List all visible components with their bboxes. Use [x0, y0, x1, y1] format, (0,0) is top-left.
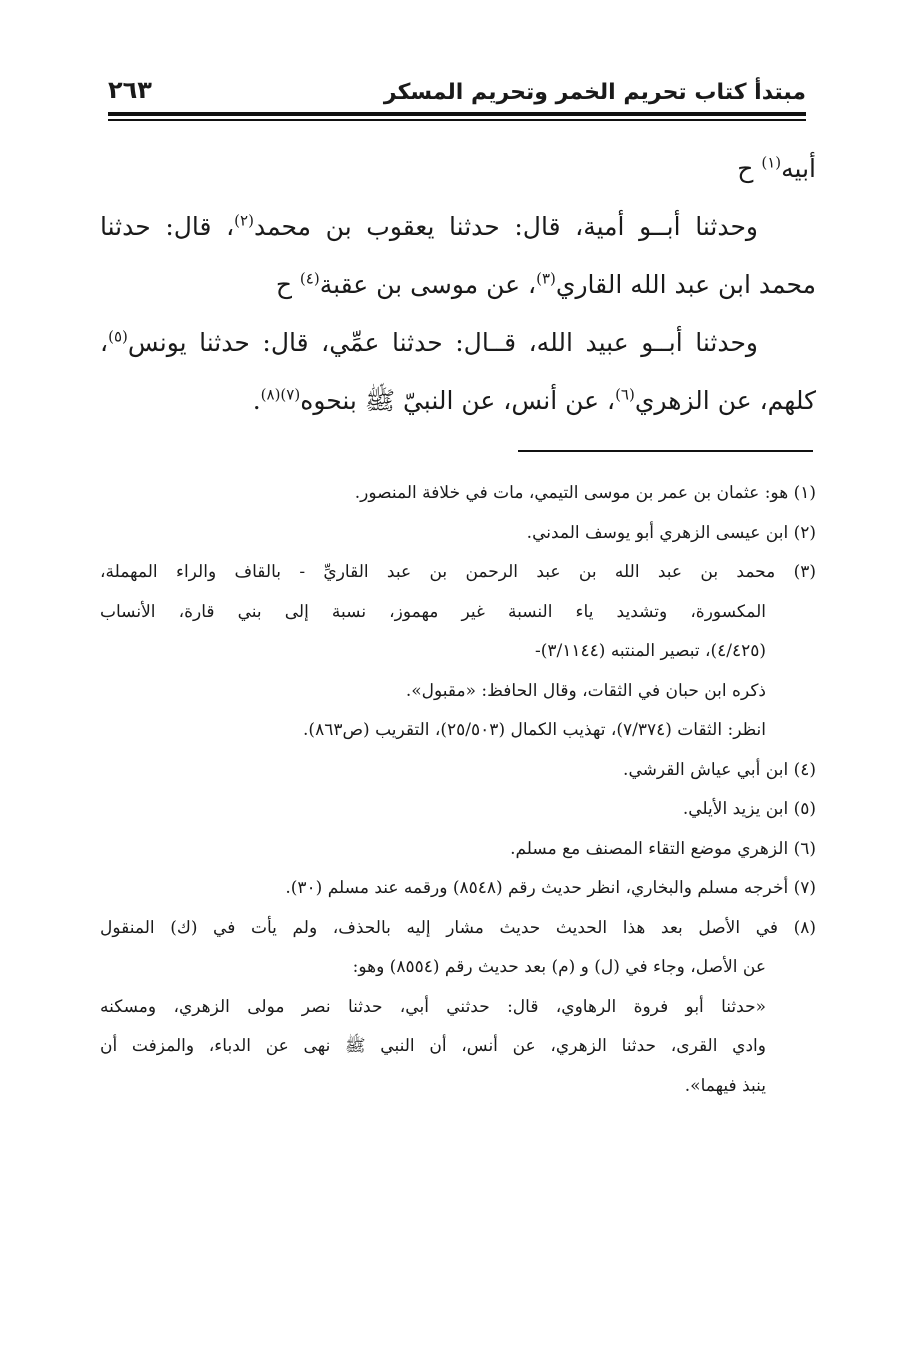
footnote-ref: (٣): [536, 269, 556, 288]
footnote-6: (٦) الزهري موضع التقاء المصنف مع مسلم.: [510, 838, 816, 859]
footnote-3: (٣) محمد بن عبد الله بن عبد الرحمن بن عبد القاريِّ - بالقاف والراء المهملة،: [100, 562, 816, 582]
running-header: [108, 74, 806, 110]
text-line-1: أبيه$^{(١)}$ ح: [737, 153, 816, 183]
page-number: ٢٦٣: [108, 76, 152, 104]
footnote-2: (٢) ابن عيسى الزهري أبو يوسف المدني.: [526, 522, 816, 543]
footnote-ref: (٤): [299, 269, 320, 288]
footnote-ref: (٦): [615, 385, 635, 404]
footnote-5: (٥) ابن يزيد الأيلي.: [682, 799, 816, 819]
footnote-ref: (٥): [108, 327, 128, 346]
footnote-3-line-3: (٤/٤٢٥)، تبصير المنتبه (٣/١١٤٤)-: [535, 641, 766, 661]
footnote-1: (١) هو: عثمان بن عمر بن موسى التيمي، مات في خلافة المنصور.: [354, 483, 816, 503]
footnote-4: (٤) ابن أبي عياش القرشي.: [623, 759, 816, 780]
footnote-8-line-2: عن الأصل، وجاء في (ل) و (م) بعد حديث رقم (٨٥٥٤) وهو:: [352, 957, 766, 977]
footnote-8: (٨) في الأصل بعد هذا الحديث حديث مشار إليه بالحذف، ولم يأت في (ك) المنقول: [100, 917, 817, 938]
footnote-3-line-5: انظر: الثقات (٧/٣٧٤)، تهذيب الكمال (٢٥/٥٠٣)، التقريب (ص٨٦٣).: [303, 720, 766, 740]
text-line-4: وحدثنا أبــو عبيد الله، قــال: حدثنا عمِّي، قال: حدثنا يونس$^{(٥)}$،: [100, 327, 758, 357]
footnote-3-line-2: المكسورة، وتشديد ياء النسبة غير مهموز، نسبة إلى بني قارة، الأنساب: [100, 601, 766, 622]
header-title: مبتدأ كتاب تحريم الخمر وتحريم المسكر: [383, 80, 806, 105]
footnote-3-line-4: ذكره ابن حبان في الثقات، وقال الحافظ: «مقبول».: [405, 680, 766, 701]
header-rule-thick: [108, 112, 806, 116]
footnote-divider: [518, 450, 813, 452]
footnote-8-line-4: وادي القرى، حدثنا الزهري، عن أنس، أن النبي ﷺ نهى عن الدباء، والمزفت أن: [100, 1036, 766, 1056]
header-rule-thin: [108, 119, 806, 121]
footnote-7: (٧) أخرجه مسلم والبخاري، انظر حديث رقم (٨٥٤٨) ورقمه عند مسلم (٣٠).: [285, 878, 816, 898]
text-line-3: محمد ابن عبد الله القاري$^{(٣)}$، عن موسى بن عقبة$^{(٤)}$ ح: [275, 269, 816, 299]
footnote-ref: (٧)(٨): [260, 385, 301, 404]
footnote-ref: (١): [761, 153, 782, 172]
footnote-ref: (٢): [234, 211, 254, 230]
text-line-5: كلهم، عن الزهري$^{(٦)}$، عن أنس، عن النبيّ ﷺ بنحوه$^{(٧)(٨)}$.: [252, 385, 816, 415]
footnotes: [100, 474, 816, 1106]
hadith-text: [100, 140, 816, 430]
text-line-2: وحدثنا أبــو أمية، قال: حدثنا يعقوب بن محمد$^{(٢)}$، قال: حدثنا: [100, 211, 758, 241]
footnote-8-line-3: «حدثنا أبو فروة الرهاوي، قال: حدثني أبي، حدثنا نصر مولى الزهري، ومسكنه: [100, 996, 766, 1017]
footnote-8-line-5: ينبذ فيهما».: [684, 1075, 766, 1096]
